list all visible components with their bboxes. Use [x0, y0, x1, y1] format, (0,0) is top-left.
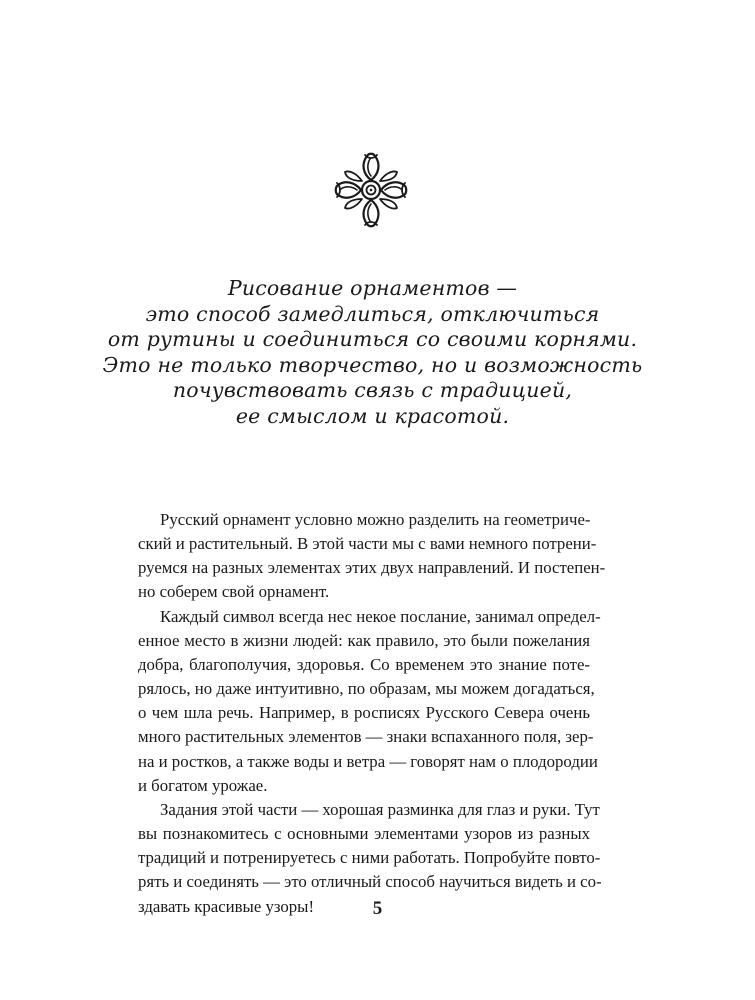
body-line: Русский орнамент условно можно разделить на геометриче- [160, 510, 591, 529]
epigraph-line: от рутины и соединиться со своими корнями. [107, 327, 638, 352]
epigraph-line: ее смыслом и красотой. [235, 403, 510, 428]
epigraph [100, 276, 645, 430]
epigraph-line: Это не только творчество, но и возможность [102, 352, 643, 377]
body-line: и богатом урожае. [138, 775, 268, 795]
body-line: руемся на разных элементах этих двух направлений. И постепен- [138, 558, 606, 578]
floral-ornament-icon [333, 150, 409, 230]
body-line: Каждый символ всегда нес некое послание, занимал определ- [160, 606, 601, 626]
body-line: ский и растительный. В этой части мы с вами немного потрени- [138, 534, 597, 554]
body-line: но соберем свой орнамент. [138, 582, 330, 602]
epigraph-line: почувствовать связь с традицией, [172, 378, 573, 403]
body-line: вы познакомитесь с основными элементами узоров из разных [138, 824, 590, 844]
body-line: о чем шла речь. Например, в росписях Русского Севера очень [138, 703, 590, 723]
body-line: традиций и потренируетесь с ними работать. Попробуйте повто- [138, 848, 601, 868]
page-number: 5 [372, 898, 383, 919]
body-line: Задания этой части — хорошая разминка для глаз и руки. Тут [160, 799, 600, 819]
body-text [138, 508, 606, 919]
body-line: рять и соединять — это отличный способ научиться видеть и со- [138, 872, 602, 892]
body-line: добра, благополучия, здоровья. Со временем это знание поте- [138, 654, 590, 674]
body-line: енное место в жизни людей: как правило, это были пожелания [138, 630, 590, 650]
epigraph-line: Рисование орнаментов — [227, 276, 518, 300]
body-line: на и ростков, а также воды и ветра — говорят нам о плодородии [138, 751, 598, 771]
body-line: здавать красивые узоры! [138, 896, 315, 916]
body-line: много растительных элементов — знаки вспаханного поля, зер- [138, 727, 594, 747]
body-line: рялось, но даже интуитивно, по образам, мы можем догадаться, [138, 679, 595, 699]
epigraph-line: это способ замедлиться, отключиться [145, 301, 600, 326]
